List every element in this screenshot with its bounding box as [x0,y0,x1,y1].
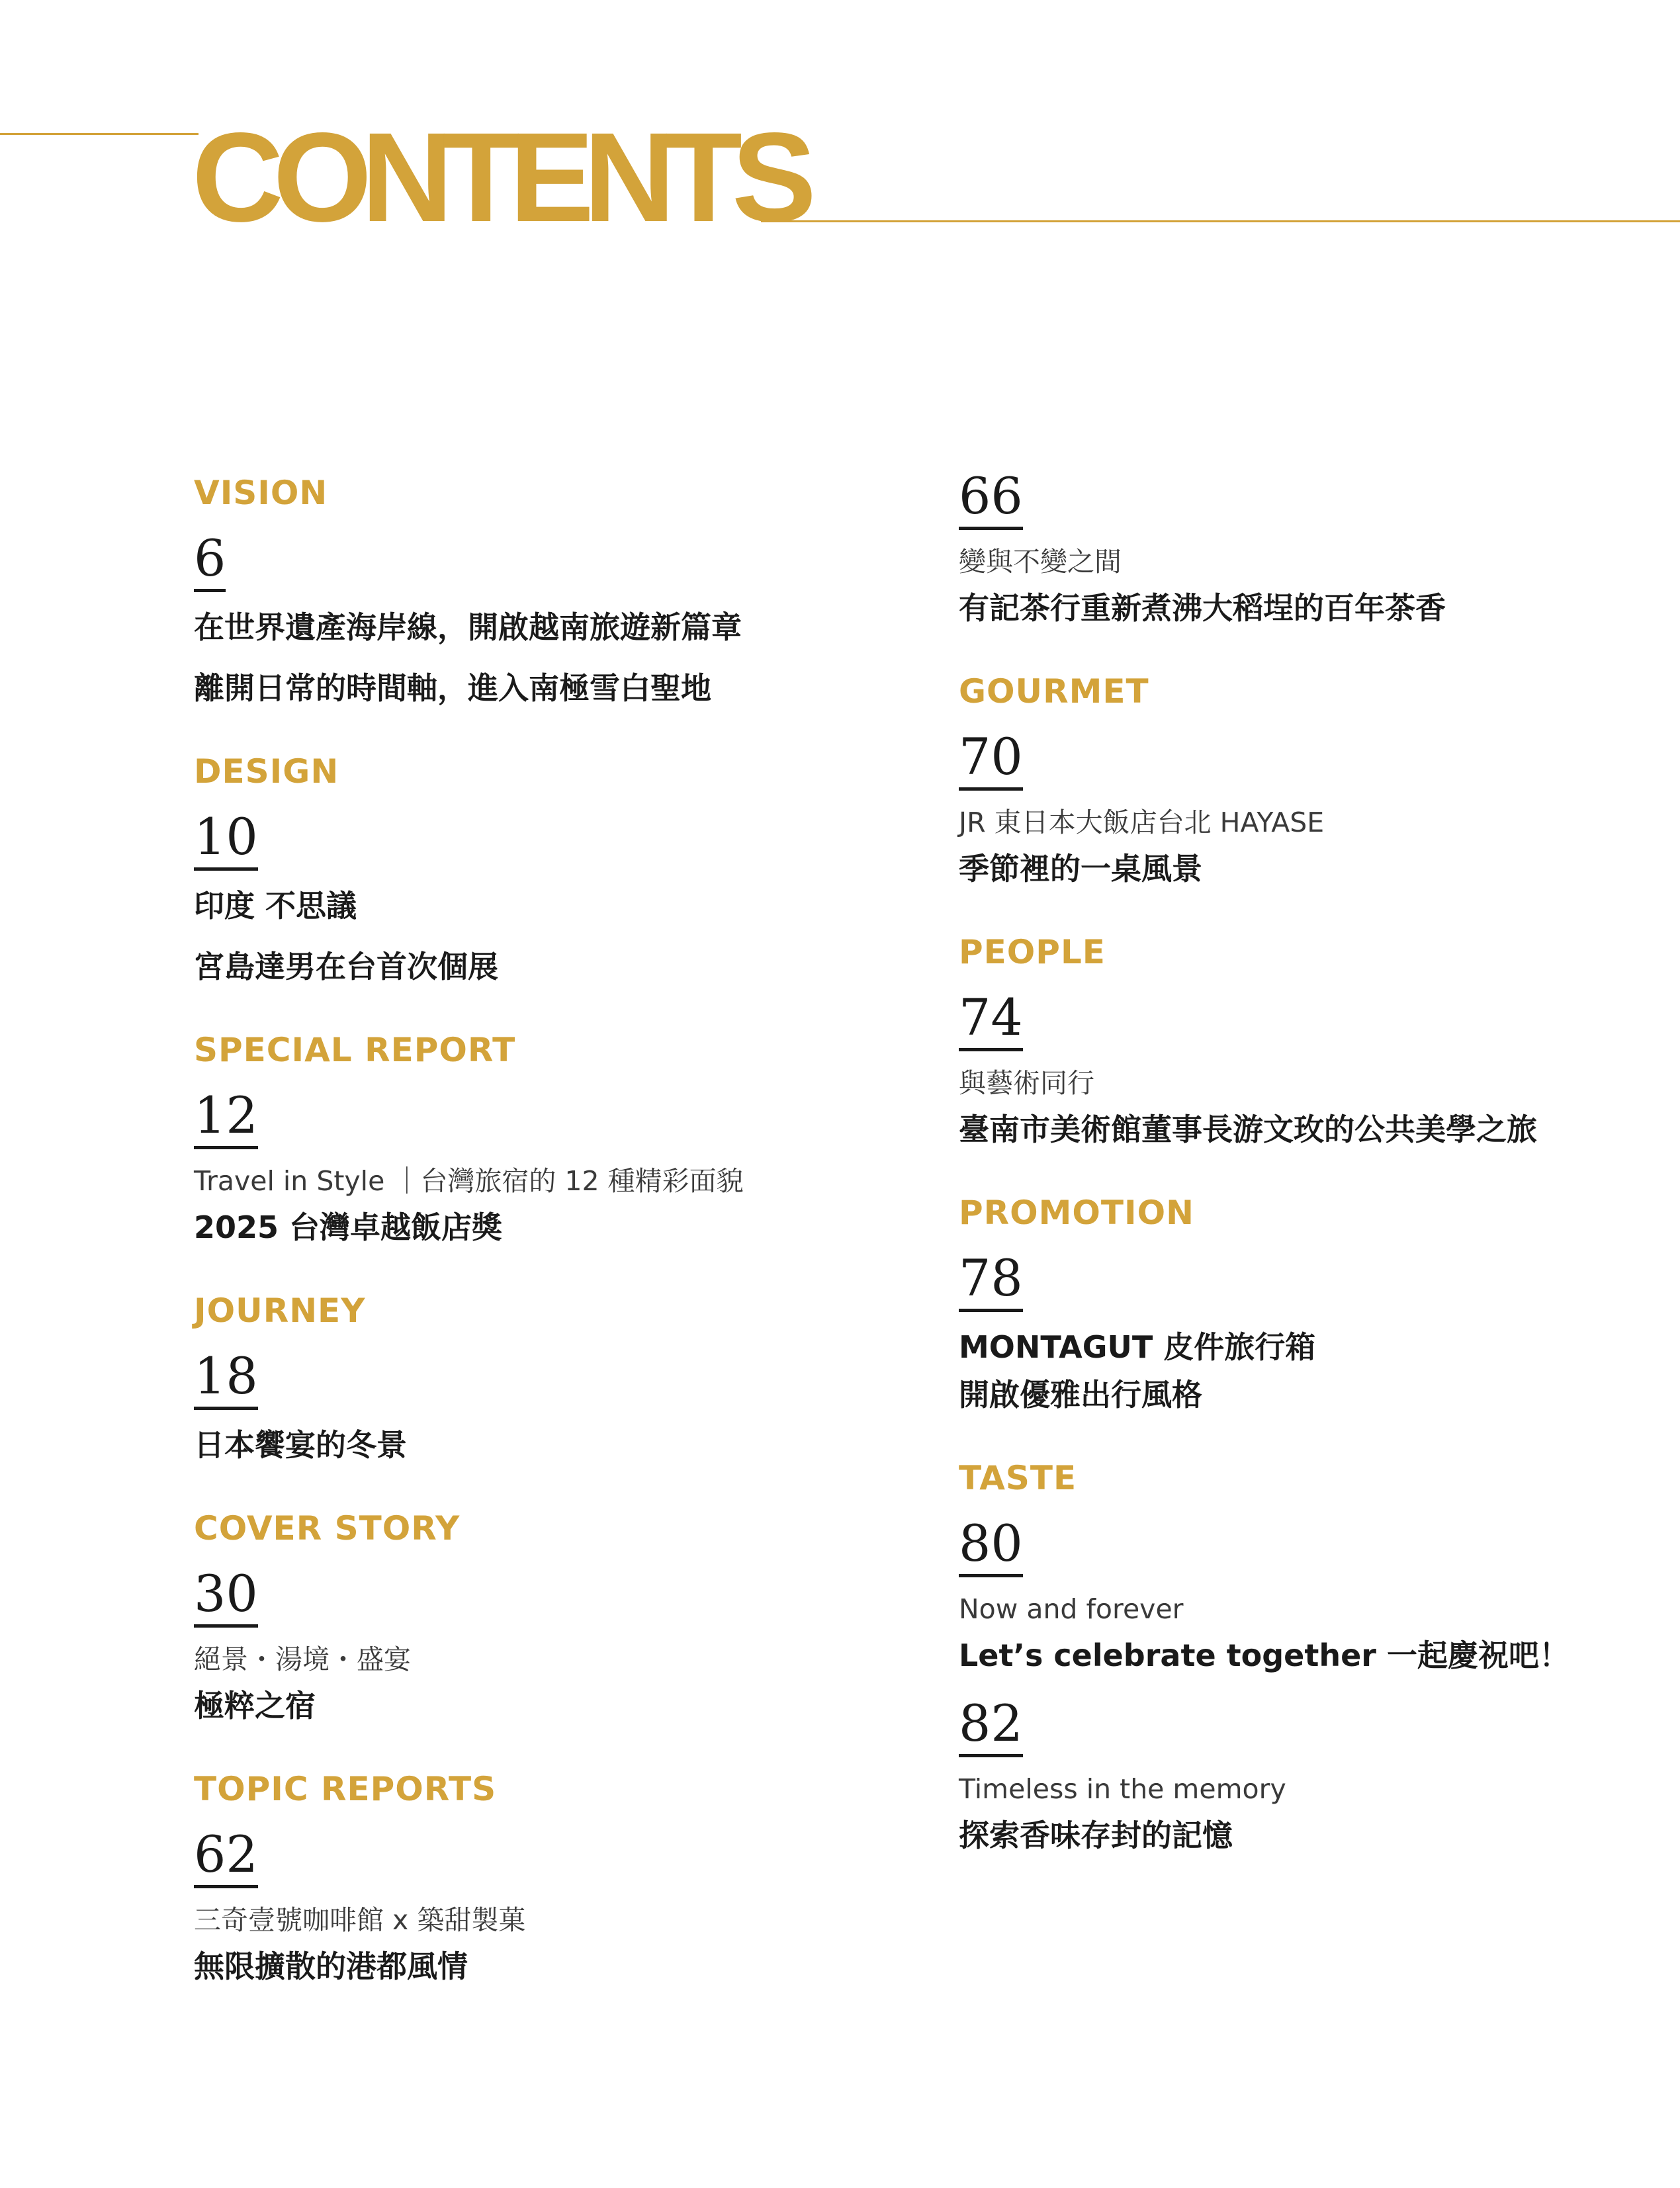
toc-section [194,474,922,706]
section-label: TASTE [959,1459,1077,1497]
toc-section [959,933,1680,1147]
entry-subtitle: Travel in Style ｜台灣旅宿的 12 種精彩面貌 [194,1165,744,1197]
entry-title: 無限擴散的港都風情 [194,1948,468,1984]
toc-entry[interactable] [194,1346,922,1463]
entry-title: 日本饗宴的冬景 [194,1427,407,1463]
toc-section [194,1033,922,1243]
page-number: 70 [959,732,1023,791]
entry-title: 2025 台灣卓越飯店獎 [194,1209,503,1245]
entry-title: Let’s celebrate together 一起慶祝吧！ [959,1638,1570,1673]
entry-subtitle: Now and forever [959,1593,1184,1625]
toc-section [959,672,1680,887]
page-number: 62 [194,1829,258,1888]
toc-entry[interactable] [194,1564,922,1724]
section-label: TOPIC REPORTS [194,1770,497,1808]
toc-entry[interactable] [194,1825,922,1984]
contents-column-left [194,476,922,1982]
toc-entry[interactable] [959,727,1680,887]
toc-section [959,1459,1680,1853]
section-label: DESIGN [194,752,339,791]
toc-entry[interactable] [959,466,1680,626]
entry-title: 季節裡的一桌風景 [959,851,1202,887]
toc-section [194,752,922,985]
toc-section [959,466,1680,626]
page-number: 80 [959,1518,1023,1577]
section-label: PEOPLE [959,933,1106,971]
entry-title: 離開日常的時間軸，進入南極雪白聖地 [194,670,711,706]
toc-entry[interactable] [194,807,922,985]
toc-section [959,1194,1680,1413]
entry-title: 在世界遺產海岸線，開啟越南旅遊新篇章 [194,609,742,645]
entry-title: 探索香味存封的記憶 [959,1817,1233,1853]
entry-subtitle: 絕景・湯境・盛宴 [194,1643,411,1675]
section-label: JOURNEY [194,1291,366,1330]
toc-entry[interactable] [959,1248,1680,1413]
page-number: 82 [959,1698,1023,1757]
page-number: 78 [959,1253,1023,1312]
section-label: COVER STORY [194,1509,461,1548]
entry-title: 印度 不思議 [194,888,357,924]
toc-entry[interactable] [194,1086,922,1245]
page-title: CONTENTS [192,106,806,248]
header-rule-right [761,220,1680,222]
entry-title: MONTAGUT 皮件旅行箱 [959,1329,1316,1365]
toc-section [194,1509,922,1724]
entry-title: 有記茶行重新煮沸大稻埕的百年茶香 [959,590,1446,626]
header-rule-left [0,133,199,135]
entry-title: 極粹之宿 [194,1688,316,1724]
toc-entry[interactable] [959,1514,1680,1673]
section-label: VISION [194,474,328,512]
page-number: 66 [959,471,1023,530]
page-number: 10 [194,812,258,871]
toc-section [194,1291,922,1463]
entry-subtitle: JR 東日本大飯店台北 HAYASE [959,807,1325,838]
page-number: 30 [194,1569,258,1628]
entry-title: 開啟優雅出行風格 [959,1377,1202,1413]
toc-section [194,1772,922,1982]
entry-title: 宮島達男在台首次個展 [194,949,498,985]
section-label: PROMOTION [959,1194,1194,1232]
page-number: 74 [959,992,1023,1051]
entry-subtitle: Timeless in the memory [959,1773,1286,1805]
toc-entry[interactable] [194,529,922,706]
section-label: SPECIAL REPORT [194,1031,516,1069]
entry-subtitle: 三奇壹號咖啡館 x 築甜製菓 [194,1904,526,1936]
page-number: 12 [194,1090,258,1149]
entry-subtitle: 變與不變之間 [959,546,1122,578]
section-label: GOURMET [959,672,1149,711]
entry-title: 臺南市美術館董事長游文玫的公共美學之旅 [959,1112,1537,1147]
page-number: 18 [194,1351,258,1410]
contents-column-right [959,466,1680,1853]
page-number: 6 [194,533,226,592]
toc-entry[interactable] [959,988,1680,1147]
toc-entry[interactable] [959,1694,1680,1853]
entry-subtitle: 與藝術同行 [959,1067,1094,1099]
